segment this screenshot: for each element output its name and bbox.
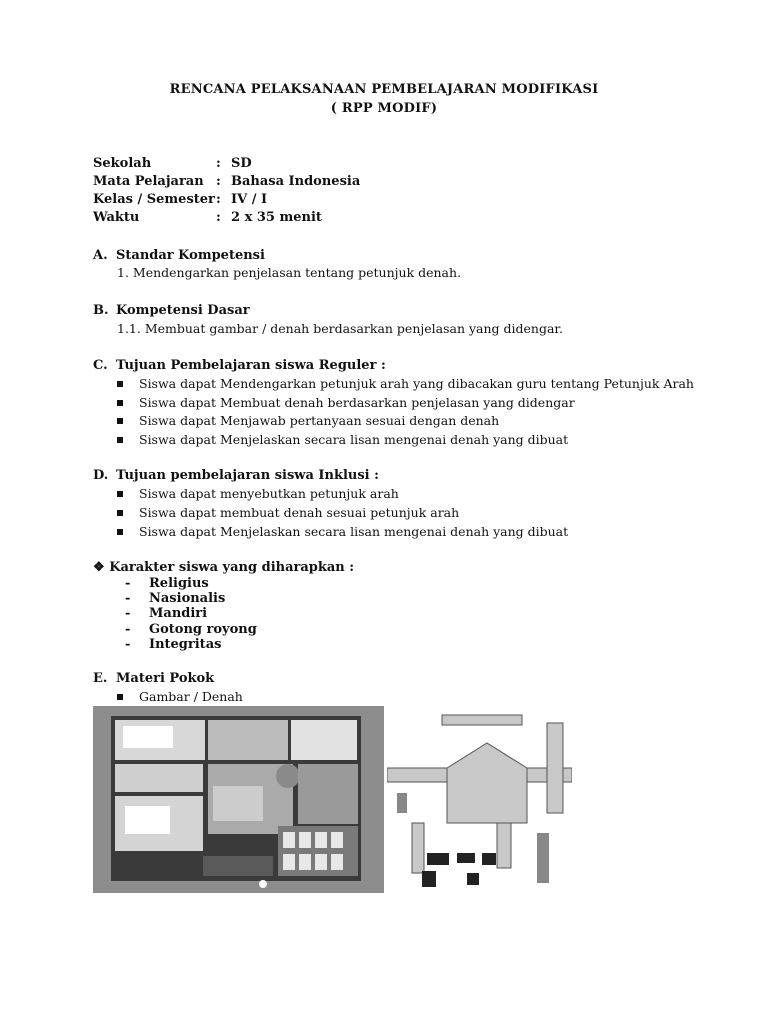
section-letter: E. bbox=[93, 671, 108, 686]
square-bullet-icon bbox=[117, 510, 123, 516]
section-title: Kompetensi Dasar bbox=[116, 303, 250, 318]
square-bullet-icon bbox=[117, 437, 123, 443]
section-title: Standar Kompetensi bbox=[116, 248, 265, 263]
doc-subtitle: ( RPP MODIF) bbox=[330, 101, 438, 116]
square-bullet-icon bbox=[117, 400, 123, 406]
square-bullet-icon bbox=[117, 381, 123, 387]
meta-colon: : bbox=[216, 192, 221, 207]
section-title: Tujuan Pembelajaran siswa Reguler : bbox=[116, 358, 386, 373]
square-bullet-icon bbox=[117, 491, 123, 497]
section-d-heading bbox=[93, 468, 379, 483]
square-bullet-icon bbox=[117, 529, 123, 535]
street-map-image bbox=[387, 713, 572, 893]
meta-value: SD bbox=[231, 156, 252, 171]
document-page: RENCANA PELAKSANAAN PEMBELAJARAN MODIFIKASI ( RPP MODIF) Sekolah : SD Mata Pelajaran : Bahasa Indonesia Kelas / Semester : IV / I Waktu : 2 x 35 menit A. Standar Kompetensi 1. Mendengarkan penjelasan tentang petunjuk denah. B. Kompetensi Dasar 1.1. Membuat gambar / denah berdasarkan penjelasan yang didengar. C. Tujuan Pembelajaran siswa Reguler : Siswa dapat Mendengarkan petunjuk arah yang dibacakan guru tentang Petunjuk Arah Siswa dapat Membuat denah berdasarkan penjelasan yang didengar Siswa dapat Menjawab pertanyaan sesuai dengan denah Siswa dapat Menjelaskan secara lisan mengenai denah yang dibuat D. Tujuan pembelajaran siswa Inklusi : Siswa dapat menyebutkan petunjuk arah Siswa dapat membuat denah sesuai petunjuk arah Siswa dapat Menjelaskan secara lisan mengenai denah yang dibuat ❖ Karakter siswa yang diharapkan : - Religius - Nasionalis - Mandiri - Gotong royong - Integritas E. Materi Pokok Gambar / Denah bbox=[0, 0, 768, 1024]
meta-value: Bahasa Indonesia bbox=[231, 174, 361, 189]
meta-label: Kelas / Semester bbox=[93, 192, 215, 207]
meta-value: IV / I bbox=[231, 192, 268, 207]
karakter-heading bbox=[93, 560, 354, 575]
diamond-bullet-icon: ❖ bbox=[93, 560, 105, 575]
meta-colon: : bbox=[216, 174, 221, 189]
section-a-item: 1. Mendengarkan penjelasan tentang petunjuk denah. bbox=[117, 265, 462, 280]
section-title: Materi Pokok bbox=[116, 671, 215, 686]
section-title: Karakter siswa yang diharapkan : bbox=[109, 560, 355, 575]
meta-label: Mata Pelajaran bbox=[93, 174, 204, 189]
section-a-heading bbox=[93, 248, 265, 263]
doc-title: RENCANA PELAKSANAAN PEMBELAJARAN MODIFIKASI bbox=[169, 82, 599, 97]
house-floor-plan-image bbox=[93, 706, 384, 893]
meta-label: Waktu bbox=[93, 210, 140, 225]
section-letter: A. bbox=[93, 248, 108, 263]
section-b-item: 1.1. Membuat gambar / denah berdasarkan penjelasan yang didengar. bbox=[117, 321, 564, 336]
square-bullet-icon bbox=[117, 418, 123, 424]
section-letter: C. bbox=[93, 358, 108, 373]
section-b-heading bbox=[93, 303, 250, 318]
section-title: Tujuan pembelajaran siswa Inklusi : bbox=[116, 468, 379, 483]
section-letter: D. bbox=[93, 468, 109, 483]
meta-value: 2 x 35 menit bbox=[231, 210, 322, 225]
section-letter: B. bbox=[93, 303, 109, 318]
meta-colon: : bbox=[216, 156, 221, 171]
section-c-heading bbox=[93, 358, 386, 373]
section-e-heading bbox=[93, 671, 214, 686]
square-bullet-icon bbox=[117, 694, 123, 700]
meta-colon: : bbox=[216, 210, 221, 225]
meta-label: Sekolah bbox=[93, 156, 152, 171]
